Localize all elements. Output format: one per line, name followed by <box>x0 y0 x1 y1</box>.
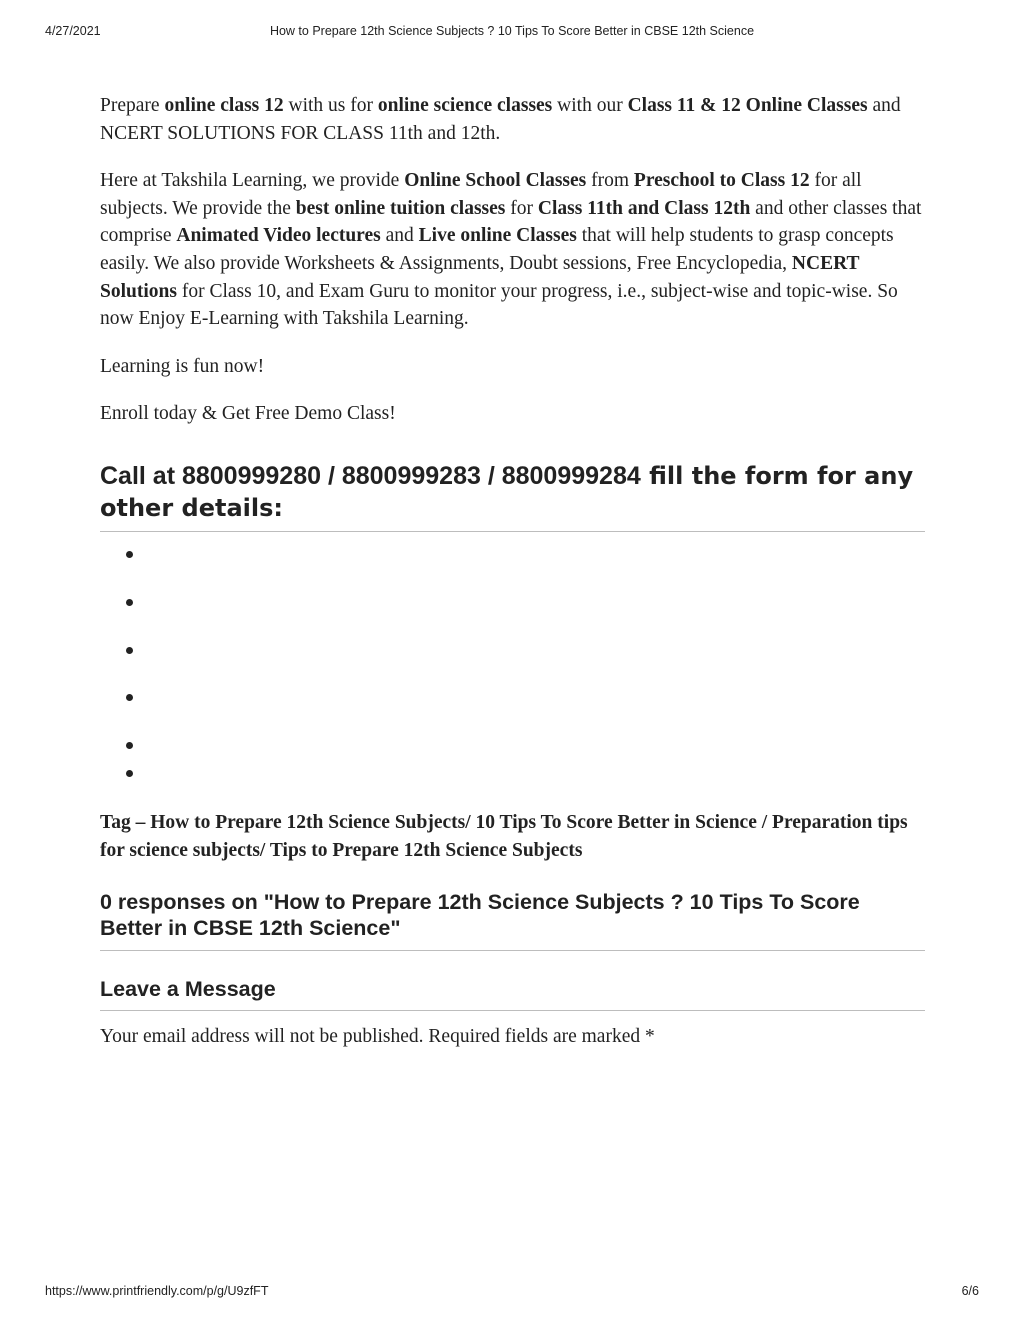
intro-bold-class-11-12-online: Class 11 & 12 Online Classes <box>627 95 868 116</box>
leave-message-heading: Leave a Message <box>100 976 925 1011</box>
about-bold-7: NCERT Solutions <box>100 252 860 302</box>
intro-text-3: with our <box>552 95 628 116</box>
responses-heading: 0 responses on "How to Prepare 12th Science Subjects ? 10 Tips To Score Better in CBSE 12th Science" <box>100 889 925 951</box>
about-text-6: and <box>380 225 419 247</box>
article-content <box>100 92 925 1069</box>
print-url: https://www.printfriendly.com/p/g/U9zfFT <box>45 1284 269 1298</box>
fun-paragraph: Learning is fun now! <box>100 355 265 377</box>
print-document-title: How to Prepare 12th Science Subjects ? 10 Tips To Score Better in CBSE 12th Science <box>269 24 755 38</box>
call-form-text: fill the form for any other details: <box>100 461 914 522</box>
print-date: 4/27/2021 <box>45 24 101 38</box>
about-bold-6: Live online Classes <box>418 225 577 247</box>
about-bold-1: Online School Classes <box>404 170 587 192</box>
about-bold-5: Animated Video lectures <box>176 225 381 247</box>
list-item <box>126 599 133 606</box>
intro-bold-online-class-12: online class 12 <box>164 95 284 116</box>
about-text-5: and other classes that comprise <box>100 197 922 247</box>
empty-list <box>100 532 925 787</box>
about-bold-3: best online tuition classes <box>295 197 506 219</box>
about-text-4: for <box>505 197 538 219</box>
list-item <box>126 770 133 777</box>
list-item <box>126 694 133 701</box>
call-phone-numbers: Call at 8800999280 / 8800999283 / 8800999284 <box>100 461 641 490</box>
intro-text-2: with us for <box>283 95 378 116</box>
intro-bold-online-science-classes: online science classes <box>377 95 553 116</box>
about-text-3: for all subjects. We provide the <box>100 170 862 219</box>
call-heading <box>100 460 925 532</box>
list-item <box>126 742 133 749</box>
tags-paragraph: Tag – How to Prepare 12th Science Subjects/ 10 Tips To Score Better in Science / Preparation tips for science subjects/ Tips to Prepare 12th Science Subjects <box>100 811 908 861</box>
about-text-7: that will help students to grasp concepts easily. We also provide Worksheets & Assignments, Doubt sessions, Free Encyclopedia, <box>100 225 894 274</box>
about-bold-4: Class 11th and Class 12th <box>537 197 751 219</box>
intro-text-1: Prepare <box>100 95 165 116</box>
about-text-1: Here at Takshila Learning, we provide <box>100 170 405 192</box>
intro-text-4: and NCERT SOLUTIONS FOR CLASS 11th and 12th. <box>100 95 901 144</box>
list-item <box>126 647 133 654</box>
email-notice: Your email address will not be published. Required fields are marked * <box>100 1025 655 1047</box>
page-number: 6/6 <box>961 1284 979 1298</box>
enroll-paragraph: Enroll today & Get Free Demo Class! <box>100 403 396 425</box>
intro-paragraph <box>100 92 925 147</box>
print-footer <box>45 1284 979 1302</box>
about-bold-2: Preschool to Class 12 <box>633 170 810 192</box>
print-header <box>45 24 979 42</box>
about-text-8: for Class 10, and Exam Guru to monitor your progress, i.e., subject-wise and topic-wise. So now Enjoy E-Learning with Takshila Learning. <box>100 280 898 330</box>
about-paragraph <box>100 167 925 333</box>
list-item <box>126 551 133 558</box>
about-text-2: from <box>586 170 634 192</box>
